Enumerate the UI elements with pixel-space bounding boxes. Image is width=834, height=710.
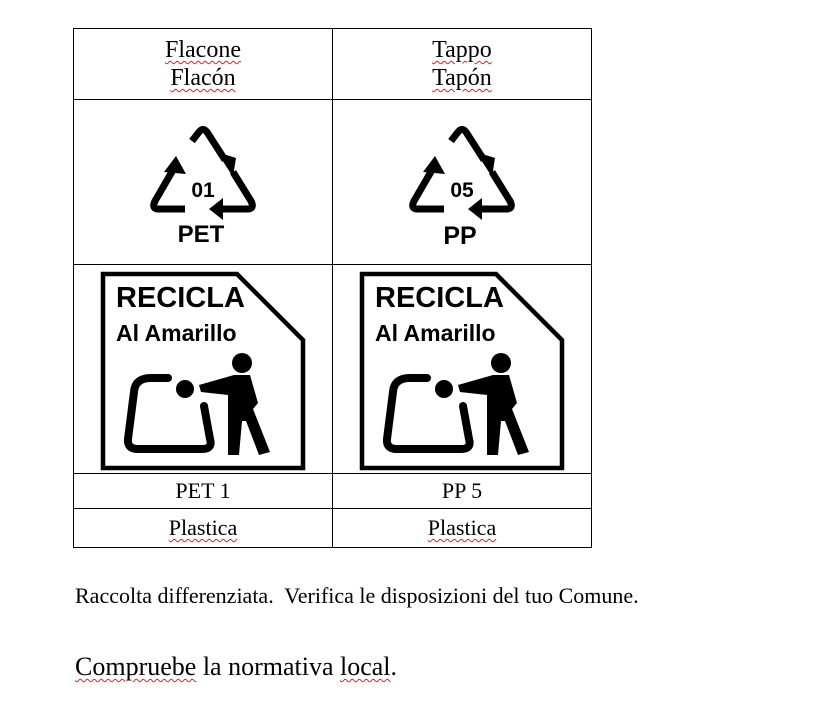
panel-subtitle: Al Amarillo bbox=[116, 319, 237, 346]
item-name-italian: Tappo bbox=[432, 37, 492, 63]
recycle-panel-cell-bottle bbox=[74, 265, 333, 474]
material-label: Plastica bbox=[427, 515, 497, 540]
item-name-spanish: Flacón bbox=[170, 65, 236, 91]
code-cell-cap: PP 5 bbox=[333, 474, 592, 509]
recycle-panel-row bbox=[74, 265, 592, 474]
note-text-middle: la normativa bbox=[196, 652, 340, 681]
symbol-cell-cap bbox=[333, 100, 592, 265]
note-word-compruebe: Compruebe bbox=[75, 652, 197, 681]
resin-code-number: 01 bbox=[191, 179, 215, 202]
symbol-cell-bottle bbox=[74, 100, 333, 265]
symbol-row bbox=[74, 100, 592, 265]
waste-item-icon bbox=[176, 380, 194, 398]
material-row bbox=[74, 509, 592, 548]
panel-title: RECICLA bbox=[375, 281, 504, 314]
header-cell-cap bbox=[333, 29, 592, 100]
header-cell-bottle bbox=[74, 29, 333, 100]
item-name-spanish: Tapón bbox=[432, 65, 492, 91]
header-row bbox=[74, 29, 592, 100]
material-cell-bottle bbox=[74, 509, 333, 548]
material-label: Plastica bbox=[168, 515, 238, 540]
note-word-local: local bbox=[340, 652, 391, 681]
resin-code-label: PET bbox=[177, 221, 225, 247]
disposal-note-spanish bbox=[75, 652, 397, 682]
recycle-panel-cell-cap bbox=[333, 265, 592, 474]
recycling-triangle-icon bbox=[402, 117, 522, 247]
resin-code-label: PP bbox=[443, 222, 477, 247]
recycle-yellow-bin-icon bbox=[100, 271, 306, 471]
waste-item-icon bbox=[435, 380, 453, 398]
recycling-triangle-icon bbox=[143, 117, 263, 247]
note-text-end: . bbox=[390, 652, 398, 681]
item-name-italian: Flacone bbox=[165, 37, 241, 63]
disposal-note-italian-text: Raccolta differenziata. Verifica le disposizioni del tuo Comune. bbox=[75, 583, 639, 608]
recycle-yellow-bin-icon bbox=[359, 271, 565, 471]
recycling-table bbox=[73, 28, 592, 548]
disposal-note-italian bbox=[75, 583, 639, 609]
panel-subtitle: Al Amarillo bbox=[375, 319, 496, 346]
code-cell-bottle: PET 1 bbox=[74, 474, 333, 509]
material-cell-cap bbox=[333, 509, 592, 548]
resin-code-number: 05 bbox=[450, 179, 474, 202]
code-row bbox=[74, 474, 592, 509]
panel-title: RECICLA bbox=[116, 281, 245, 314]
